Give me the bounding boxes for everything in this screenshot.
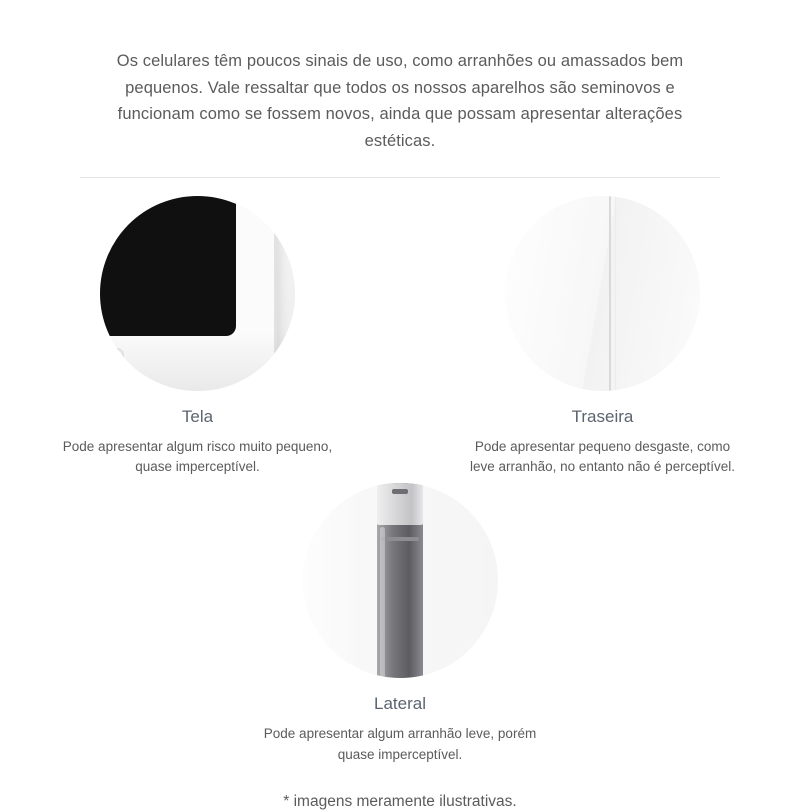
- item-lateral: [255, 483, 545, 765]
- phone-back-photo-icon: [505, 196, 700, 391]
- top-items-row: [60, 196, 740, 478]
- item-tela: [60, 196, 335, 478]
- item-caption-lateral: Pode apresentar algum arranhão leve, porém quase imperceptível.: [263, 726, 537, 762]
- item-label-lateral: Lateral: [374, 694, 426, 714]
- item-caption-traseira: Pode apresentar pequeno desgaste, como leve arranhão, no entanto não é perceptível.: [470, 438, 735, 475]
- phone-side-button-shape: [381, 537, 419, 541]
- photo-shadow: [100, 331, 295, 391]
- phone-side-notch-shape: [392, 489, 408, 494]
- phone-glass-shape: [100, 196, 236, 336]
- item-label-traseira: Traseira: [571, 406, 634, 426]
- section-divider: [80, 177, 720, 178]
- phone-screen-photo-icon: [100, 196, 295, 391]
- intro-paragraph: Os celulares têm poucos sinais de uso, como arranhões ou amassados bem pequenos. Vale ressaltar que todos os nossos aparelhos são seminovos e funcionam como se fossem novos, ainda que possam apresentar alterações estéticas.: [116, 52, 684, 151]
- item-caption-tela: Pode apresentar algum risco muito pequeno, quase imperceptível.: [62, 438, 333, 475]
- footnote-text: * imagens meramente ilustrativas.: [283, 792, 517, 810]
- phone-side-photo-icon: [303, 483, 498, 678]
- bottom-item-row: [60, 483, 740, 765]
- side-artwork: [303, 483, 498, 678]
- item-label-tela: Tela: [181, 406, 214, 426]
- back-edge-line: [609, 196, 611, 391]
- back-artwork: [505, 196, 700, 391]
- phone-side-highlight: [380, 527, 385, 678]
- item-traseira: [465, 196, 740, 478]
- screen-artwork: [100, 196, 295, 391]
- back-edge-highlight: [615, 196, 616, 391]
